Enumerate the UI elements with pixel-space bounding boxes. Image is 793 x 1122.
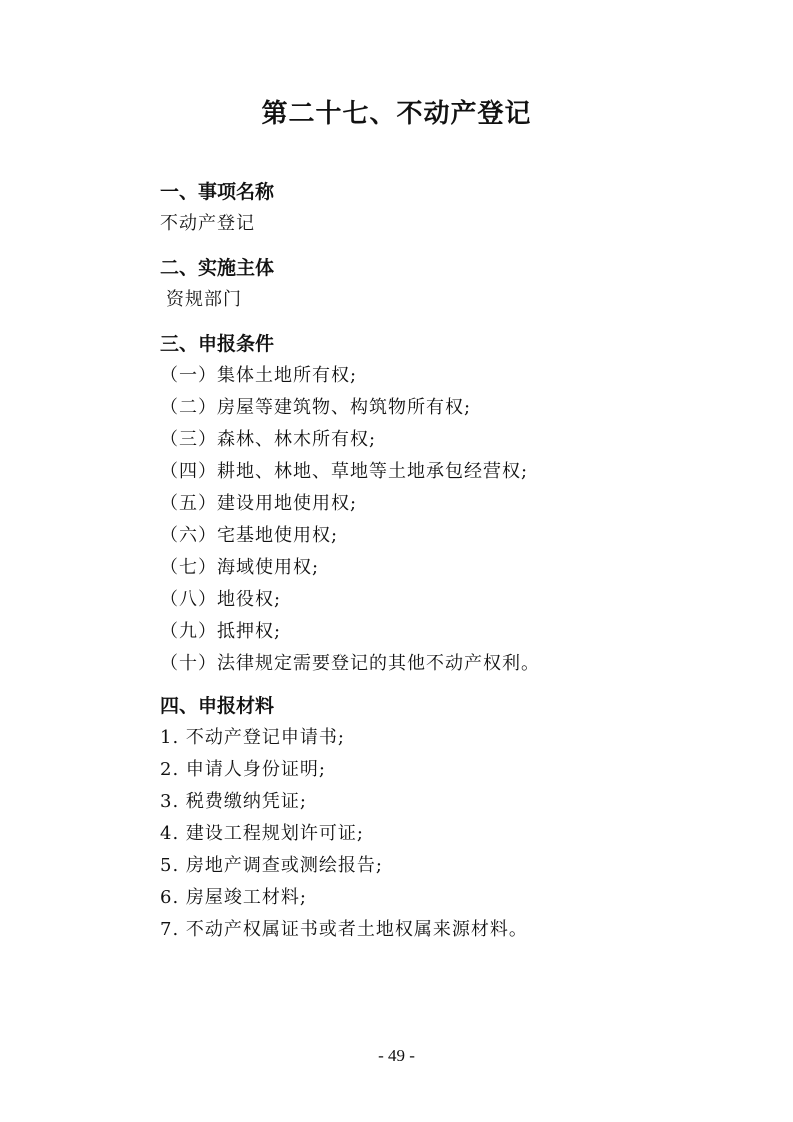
material-item: 7. 不动产权属证书或者土地权属来源材料。 [160,919,528,940]
page-number: - 49 - [378,1046,415,1065]
condition-item: （七）海域使用权; [160,557,320,578]
condition-item: （八）地役权; [160,589,282,610]
section-heading: 三、申报条件 [160,333,275,355]
condition-item: （二）房屋等建筑物、构筑物所有权; [160,397,472,418]
section-heading: 四、申报材料 [160,695,275,717]
section-implementing-body [160,254,680,318]
section-line: 不动产登记 [160,213,255,234]
condition-item: （三）森林、林木所有权; [160,429,377,450]
section-heading: 二、实施主体 [160,257,275,279]
page-title: 第二十七、不动产登记 [261,99,532,129]
material-item: 6. 房屋竣工材料; [160,887,307,908]
condition-item: （九）抵押权; [160,621,282,642]
material-item: 5. 房地产调查或测绘报告; [160,855,383,876]
condition-item: （六）宅基地使用权; [160,525,339,546]
condition-item: （十）法律规定需要登记的其他不动产权利。 [160,653,540,674]
material-item: 4. 建设工程规划许可证; [160,823,364,844]
document-body [160,178,680,958]
section-line: 资规部门 [166,289,242,310]
section-heading: 一、事项名称 [160,181,275,203]
section-item-name [160,178,680,242]
condition-item: （五）建设用地使用权; [160,493,358,514]
material-item: 1. 不动产登记申请书; [160,727,345,748]
section-application-materials [160,692,680,946]
material-item: 2. 申请人身份证明; [160,759,326,780]
section-application-conditions [160,330,680,680]
material-item: 3. 税费缴纳凭证; [160,791,307,812]
condition-item: （四）耕地、林地、草地等土地承包经营权; [160,461,529,482]
condition-item: （一）集体土地所有权; [160,365,358,386]
